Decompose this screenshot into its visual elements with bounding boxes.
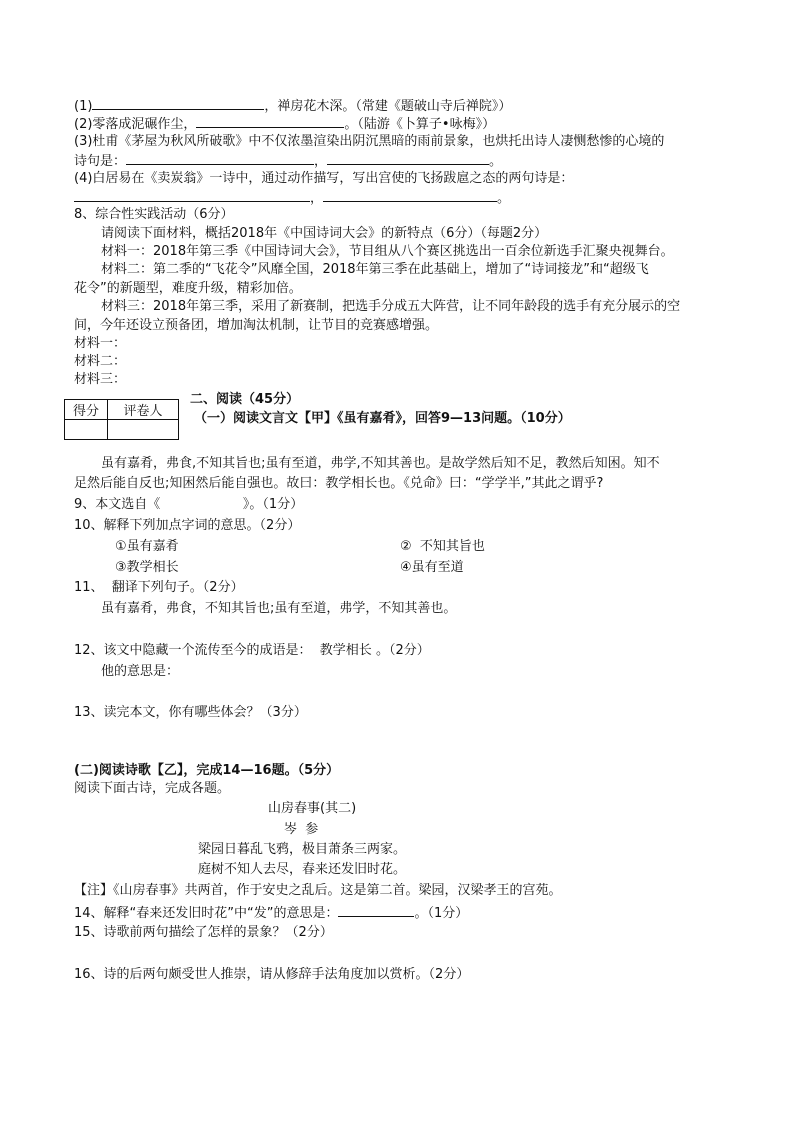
poem-line-1: 梁园日暮乱飞鸦，极目萧条三两家。 [198, 842, 407, 857]
poem-title: 山房春事(其二) [268, 801, 357, 816]
q2-prefix: (2)零落成泥碾作尘， [74, 117, 197, 132]
grader-cell[interactable] [108, 420, 179, 440]
q1-prefix: (1) [74, 99, 93, 114]
score-header: 得分 [65, 400, 108, 420]
section2-subheading: （一）阅读文言文【甲】《虽有嘉肴》，回答9—13问题。（10分） [194, 411, 571, 426]
q9: 9、本文选自《 》。（1分） [74, 497, 304, 512]
q11-sentence: 虽有嘉肴，弗食，不知其旨也;虽有至道，弗学，不知其善也。 [101, 601, 457, 616]
q8-answer-2[interactable]: 材料二： [74, 354, 127, 369]
q15: 15、诗歌前两句描绘了怎样的景象？（2分） [74, 925, 333, 940]
q1-suffix: ，禅房花木深。（常建《题破山寺后禅院》） [264, 99, 512, 114]
q1-line [74, 97, 511, 115]
q2-blank[interactable] [196, 115, 344, 128]
q8-material-3-line1: 材料三：2018年第三季，采用了新赛制，把选手分成五大阵营，让不同年龄段的选手有充分展示的空 [101, 299, 681, 314]
q12: 12、该文中隐藏一个流传至今的成语是： 教学相长 。（2分） [74, 643, 430, 658]
q16: 16、诗的后两句颇受世人推崇，请从修辞手法角度加以赏析。（2分） [74, 967, 470, 982]
q8-material-3-line2: 间，今年还设立预备团，增加淘汰机制，让节目的竞赛感增强。 [74, 318, 439, 333]
q12-meaning: 他的意思是： [101, 664, 180, 679]
q10-item-a: ①虽有嘉肴 [115, 539, 179, 554]
q11: 11、 翻译下列句子。（2分） [74, 580, 244, 595]
q8-title: 8、综合性实践活动（6分） [74, 207, 234, 222]
q4-line1: (4)白居易在《卖炭翁》一诗中，通过动作描写，写出宫使的飞扬跋扈之态的两句诗是： [74, 171, 574, 186]
q13: 13、读完本文，你有哪些体会？（3分） [74, 705, 307, 720]
q4-blank-1[interactable] [74, 189, 310, 202]
q3-blank-1[interactable] [126, 152, 314, 165]
q14-blank[interactable] [338, 904, 414, 917]
q4-comma: ， [310, 191, 324, 206]
q3-end: 。 [489, 154, 503, 169]
q2-suffix: 。（陆游《卜算子•咏梅》） [344, 117, 496, 132]
q10: 10、解释下列加点字词的意思。（2分） [74, 518, 301, 533]
passage-line2: 足然后能自反也;知困然后能自强也。故曰：教学相长也。《兑命》曰：“学学半,”其此之谓乎? [74, 476, 604, 491]
q8-material-2-line2: 花令”的新题型，难度升级，精彩加倍。 [74, 281, 302, 296]
q8-material-1: 材料一：2018年第三季《中国诗词大会》，节目组从八个赛区挑选出一百余位新选手汇聚央视舞台。 [101, 244, 674, 259]
q3-blank-2[interactable] [327, 152, 489, 165]
q14-line [74, 904, 468, 922]
q10-item-d: ④虽有至道 [400, 560, 464, 575]
q3-line1: (3)杜甫《茅屋为秋风所破歌》中不仅浓墨渲染出阴沉黑暗的雨前景象，也烘托出诗人凄恻愁惨的心境的 [74, 134, 665, 149]
q8-material-2-line1: 材料二：第二季的“飞花令”风靡全国，2018年第三季在此基础上，增加了“诗词接龙”和“超级飞 [101, 262, 649, 277]
q8-answer-3[interactable]: 材料三： [74, 372, 127, 387]
q10-item-b: ② 不知其旨也 [400, 539, 485, 554]
poem-line-2: 庭树不知人去尽，春来还发旧时花。 [198, 862, 407, 877]
grader-header: 评卷人 [108, 400, 179, 420]
q1-blank[interactable] [92, 97, 264, 110]
q3-line2 [74, 152, 502, 170]
section2-heading: 二、阅读（45分） [190, 392, 300, 407]
q4-line2 [74, 189, 510, 207]
q3-prefix: 诗句是： [74, 154, 127, 169]
q8-instruction: 请阅读下面材料，概括2018年《中国诗词大会》的新特点（6分）（每题2分） [101, 226, 548, 241]
poem-section-heading: (二)阅读诗歌【乙】，完成14—16题。（5分） [74, 763, 340, 778]
q14-prefix: 14、解释“春来还发旧时花”中“发”的意思是： [74, 906, 339, 921]
q3-comma: ， [314, 154, 328, 169]
q14-suffix: 。（1分） [414, 906, 469, 921]
poem-instruction: 阅读下面古诗，完成各题。 [74, 781, 231, 796]
q4-blank-2[interactable] [323, 189, 497, 202]
q2-line [74, 115, 495, 133]
q10-item-c: ③教学相长 [115, 560, 179, 575]
q4-end: 。 [497, 191, 511, 206]
score-cell[interactable] [65, 420, 108, 440]
poem-note: 【注】《山房春事》共两首，作于安史之乱后。这是第二首。梁园，汉梁孝王的宫苑。 [74, 883, 562, 898]
passage-line1: 虽有嘉肴，弗食,不知其旨也;虽有至道，弗学,不知其善也。是故学然后知不足，教然后知困。知不 [101, 456, 660, 471]
score-table [64, 399, 179, 440]
q8-answer-1[interactable]: 材料一： [74, 336, 127, 351]
poem-author: 岑 参 [284, 822, 319, 837]
